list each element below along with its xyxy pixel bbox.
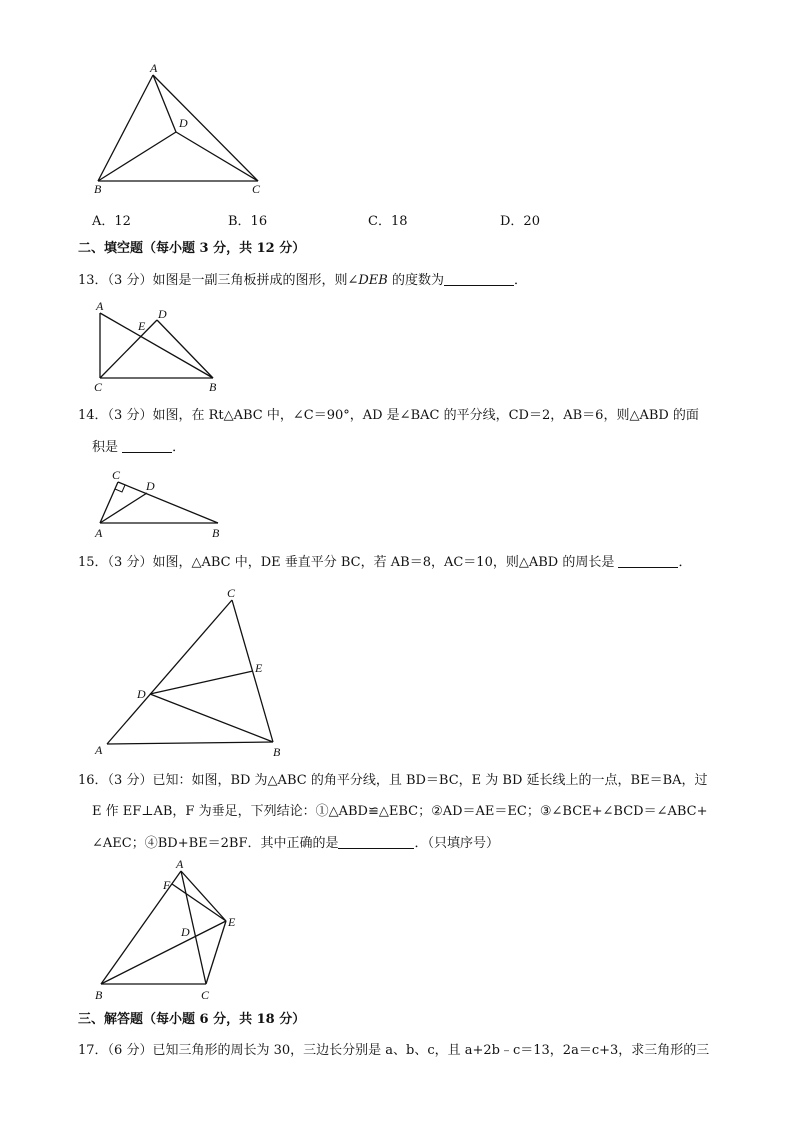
label-c: C (227, 586, 236, 600)
segment-ae (181, 871, 226, 921)
label-a: A (176, 857, 184, 871)
label-d: D (179, 116, 188, 130)
q13-end: ． (513, 273, 527, 288)
label-a: A (150, 61, 158, 75)
label-e: E (138, 319, 146, 333)
label-c: C (112, 468, 121, 482)
option-c: C．18 (368, 214, 408, 229)
q15-text: 15．（3 分）如图，△ABC 中，DE 垂直平分 BC，若 AB＝8，AC＝10，则△ABD 的周长是 (78, 555, 615, 570)
label-d: D (181, 925, 190, 939)
q13-text: 13．（3 分）如图是一副三角板拼成的图形，则∠ (78, 273, 359, 288)
question-16-line2: E 作 EF⊥AB，F 为垂足，下列结论：①△ABD≌△EBC；②AD＝AE＝EC；③∠BCE+∠BCD＝∠ABC+ (92, 804, 708, 819)
q13-text-after: 的度数为 (387, 273, 444, 288)
label-e: E (255, 661, 263, 675)
label-a: A (96, 299, 104, 313)
label-a: A (95, 526, 103, 540)
q14-end: ． (172, 440, 186, 455)
label-f: F (163, 878, 171, 892)
label-b: B (95, 988, 103, 1002)
label-b: B (273, 745, 281, 759)
option-a: A．12 (92, 214, 131, 229)
question-16-line1: 16．（3 分）已知：如图，BD 为△ABC 的角平分线，且 BD＝BC，E 为 BD 延长线上的一点，BE＝BA，过 (78, 773, 708, 788)
label-b: B (212, 526, 220, 540)
label-b: B (94, 182, 102, 196)
label-c: C (94, 380, 103, 394)
label-c: C (252, 182, 261, 196)
q16-text: ∠AEC；④BD+BE＝2BF．其中正确的是 (92, 836, 339, 851)
section-answer-heading: 三、解答题（每小题 6 分，共 18 分） (78, 1012, 306, 1027)
label-d: D (137, 687, 146, 701)
label-c: C (201, 988, 210, 1002)
q15-end: ． (678, 555, 692, 570)
label-d: D (158, 307, 167, 321)
q16-end: ．（只填序号） (414, 836, 499, 851)
q13-var: DEB (358, 273, 388, 288)
label-b: B (209, 380, 217, 394)
segment-be (101, 921, 226, 984)
question-17: 17．（6 分）已知三角形的周长为 30，三边长分别是 a、b、c，且 a+2b﹣c＝13，2a＝c+3，求三角形的三 (78, 1043, 710, 1058)
segment-fe (172, 884, 226, 921)
option-d: D．20 (500, 214, 540, 229)
question-14-line1: 14．（3 分）如图，在 Rt△ABC 中，∠C＝90°，AD 是∠BAC 的平分线，CD＝2，AB＝6，则△ABD 的面 (78, 408, 699, 423)
option-b: B．16 (228, 214, 268, 229)
q14-text: 积是 (92, 440, 119, 455)
section-fill-in-heading: 二、填空题（每小题 3 分，共 12 分） (78, 241, 306, 256)
segment-ce (206, 921, 226, 984)
label-d: D (146, 479, 155, 493)
label-a: A (95, 743, 103, 757)
label-e: E (228, 915, 236, 929)
